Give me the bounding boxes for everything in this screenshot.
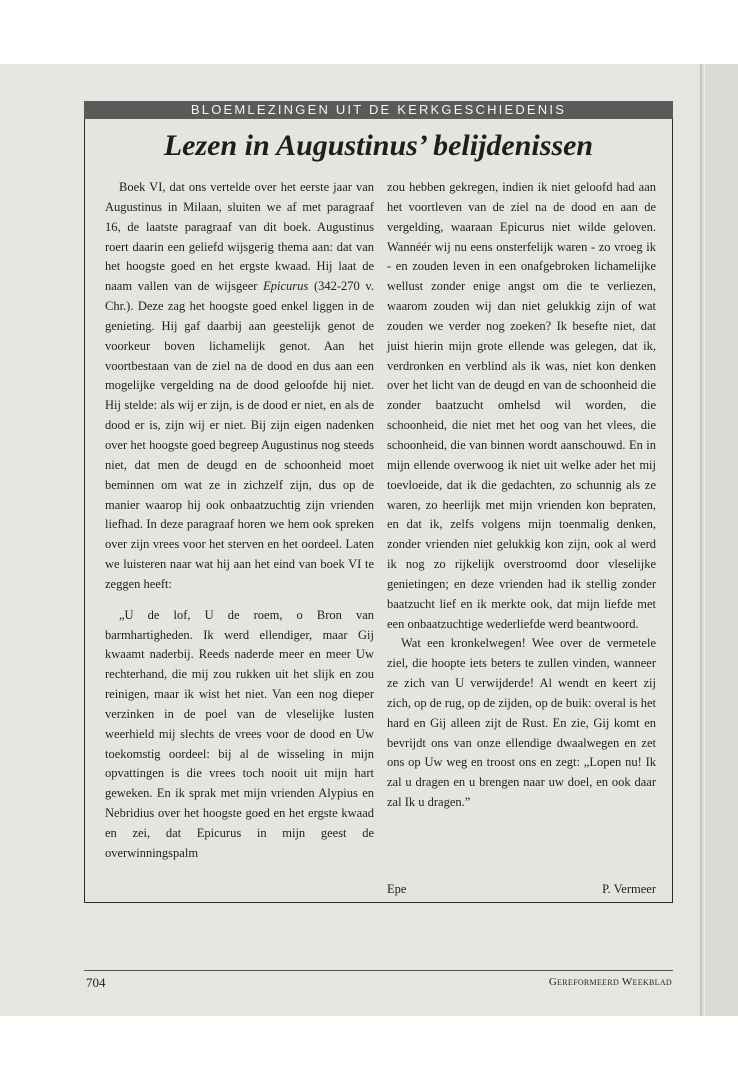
publication-name: Gereformeerd Weekblad	[548, 976, 672, 988]
signoff-place: Epe	[387, 882, 407, 896]
page-number: 704	[86, 975, 106, 990]
article-title: Lezen in Augustinus’ belijdenissen	[163, 129, 594, 162]
philosopher-name: Epicurus	[263, 279, 309, 294]
paragraph-closing: Wat een kronkelwegen! Wee over de vermetele ziel, die hoopte iets beters te zullen vinden, wanneer ze zich van U verwijderde! Al wendt en keert zij zich, op de rug, op de zijden, op de buik: overal is het hard en Gij alleen zijt de Rust. En zie, Gij komt en bevrijdt ons van onze ellendige dwaalwegen en zet ons op Uw weg en troost ons en zegt: „Lopen nu! Ik zal u dragen en u brengen naar uw doel, en ook daar zal Ik u dragen.”	[387, 636, 656, 810]
paragraph-quote-continued: zou hebben gekregen, indien ik niet geloofd had aan het voortleven van de ziel na de dood en aan de vergelding, waaraan Epicurus niet wilde geloven. Wannéér wij nu eens onsterfelijk waren - zo vroeg ik - en zouden leven in een onafgebroken lichamelijke wellust zonder enige angst om die te verliezen, waarom zouden wij dan niet gelukkig zijn of wat zouden we verder nog zoeken? Ik besefte niet, dat juist hierin mijn grote ellende was gelegen, dat ik, verdronken en verblind als ik was, niet kon denken over het licht van de deugd en van de schoonheid die zonder baatzucht omhelsd wil worden, die schoonheid, die niet met het oog van het vlees, die schoonheid, die van binnen wordt aanschouwd. En in mijn ellende overwoog ik niet uit welke ader het mij toevloeide, dat ik die gedachten, zo schunnig als ze waren, zo heerlijk met mijn vrienden kon bepraten, en dat ik, zelfs volgens mijn toenmalig denken, zonder vrienden niet gelukkig kon zijn, ook al werd ik nog zo rijkelijk overstroomd door vleselijke genietingen; en deze vrienden had ik stellig zonder baatzucht lief en ik merkte ook, dat mijn liefde met een onbaatzuchtige wederliefde werd beantwoord.	[387, 180, 656, 631]
paragraph-quote-start: „U de lof, U de roem, o Bron van barmhartigheden. Ik werd ellendiger, maar Gij kwaamt naderbij. Reeds naderde meer en meer Uw rechterhand, die mij zou rukken uit het slijk en zou reinigen, maar ik wist het niet. Van een nog dieper verzinken in de poel van de vleselijke lusten weerhield mij slechts de vrees voor de dood en Uw toekomstig oordeel: bij al de wisseling in mijn opvattingen is die vrees toch nooit uit mijn hart geweken. En ik sprak met mijn vrienden Alypius en Nebridius over het hoogste goed en het ergste kwaad en zei, dat Epicurus in mijn geest de overwinningspalm	[105, 607, 374, 860]
paragraph-intro: Boek VI, dat ons vertelde over het eerste jaar van Augustinus in Milaan, sluiten we af met paragraaf 16, de laatste paragraaf van dit boek. Augustinus roert daarin een geliefd wijsgerig thema aan: dat van het hoogste goed en het ergste kwaad. Hij laat de naam vallen van de wijsgeer Epicurus (342-270 v. Chr.). Deze zag het hoogste goed enkel liggen in de genieting. Hij gaf daarbij aan geestelijk genot de voorkeur boven lichamelijk genot. Aan het voortbestaan van de ziel na de dood en dus aan een mogelijke vergelding na de dood geloofde hij niet. Hij stelde: als wij er zijn, is de dood er niet, en als de dood er is, zijn wij er niet. Bij zijn eigen nadenken over het hoogste goed begreep Augustinus nog steeds niet, dat men de deugd en de schoonheid moet beminnen om wat ze in zichzelf zijn, dus op de manier waarop hij ook onbaatzuchtig zijn vrienden liefhad. In deze paragraaf horen we hem ook spreken over zijn vrees voor het sterven en het oordeel. Laten we luisteren naar wat hij aan het eind van boek VI te zeggen heeft:	[105, 180, 375, 591]
facing-page-edge	[705, 64, 738, 1016]
left-column	[105, 178, 374, 864]
footer-rule	[84, 970, 673, 971]
section-banner: BLOEMLEZINGEN UIT DE KERKGESCHIEDENIS	[84, 101, 673, 119]
signoff-author: P. Vermeer	[602, 882, 656, 896]
signoff	[387, 882, 656, 897]
right-column	[387, 178, 656, 813]
